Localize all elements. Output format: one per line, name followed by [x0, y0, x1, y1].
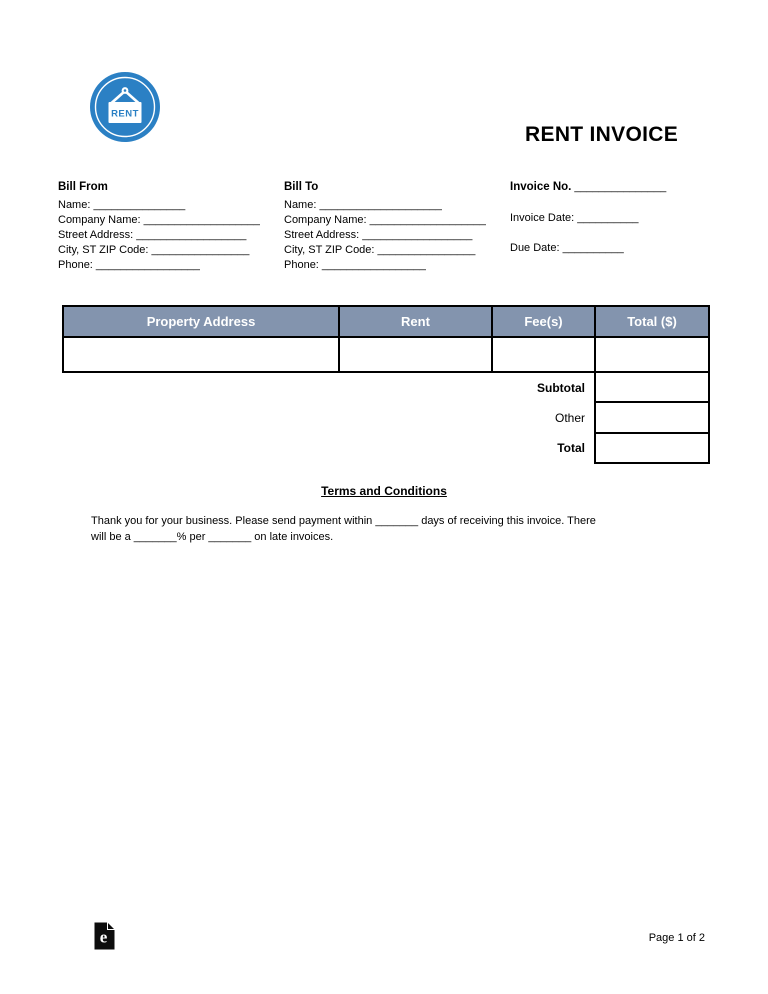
- col-header-fees: Fee(s): [492, 306, 595, 337]
- total-row: [63, 433, 709, 463]
- terms-line-2: will be a _______% per _______ on late invoices.: [91, 530, 334, 543]
- bill-from-heading: Bill From: [58, 181, 108, 193]
- bill-to-city-field[interactable]: City, ST ZIP Code: ________________: [284, 244, 476, 256]
- invoice-date-label: Invoice Date:: [510, 212, 575, 224]
- invoice-number-field[interactable]: [510, 180, 666, 195]
- svg-text:RENT: RENT: [111, 108, 139, 120]
- terms-paragraph: [91, 514, 596, 545]
- other-value-box[interactable]: [595, 402, 709, 433]
- terms-heading: Terms and Conditions: [321, 484, 447, 498]
- charges-table: [62, 305, 710, 464]
- due-date-label: Due Date:: [510, 242, 560, 254]
- rent-sign-logo: [88, 70, 162, 144]
- invoice-meta-section: [510, 180, 666, 271]
- col-header-total: Total ($): [595, 306, 709, 337]
- cell-total[interactable]: [595, 337, 709, 372]
- cell-property-address[interactable]: [63, 337, 339, 372]
- invoice-date-field[interactable]: [510, 211, 666, 226]
- due-date-blank[interactable]: __________: [559, 242, 624, 254]
- cell-rent[interactable]: [339, 337, 492, 372]
- invoice-number-label: Invoice No.: [510, 181, 572, 193]
- eforms-logo: [94, 922, 115, 950]
- invoice-date-blank[interactable]: __________: [574, 212, 639, 224]
- bill-to-name-field[interactable]: Name: ____________________: [284, 199, 442, 211]
- other-row: [63, 402, 709, 433]
- cell-fees[interactable]: [492, 337, 595, 372]
- eforms-document-icon: [94, 922, 115, 950]
- table-header-row: [63, 306, 709, 337]
- bill-from-city-field[interactable]: City, ST ZIP Code: ________________: [58, 244, 250, 256]
- bill-from-name-field[interactable]: Name: _______________: [58, 199, 186, 211]
- bill-to-phone-field[interactable]: Phone: _________________: [284, 259, 426, 271]
- charges-table-wrap: [62, 305, 710, 464]
- svg-text:e: e: [99, 927, 108, 947]
- total-label: Total: [63, 433, 595, 463]
- invoice-number-blank[interactable]: _______________: [571, 181, 667, 193]
- bill-from-section: [58, 180, 260, 273]
- total-value-box[interactable]: [595, 433, 709, 463]
- bill-to-street-field[interactable]: Street Address: __________________: [284, 229, 473, 241]
- col-header-rent: Rent: [339, 306, 492, 337]
- bill-to-section: [284, 180, 486, 273]
- subtotal-label: Subtotal: [63, 372, 595, 402]
- terms-line-1: Thank you for your business. Please send payment within _______ days of receiving this invoice. There: [91, 515, 596, 527]
- bill-to-company-field[interactable]: Company Name: ___________________: [284, 214, 486, 226]
- table-row: [63, 337, 709, 372]
- col-header-property-address: Property Address: [63, 306, 339, 337]
- rent-sign-icon: [88, 70, 162, 144]
- other-label: Other: [63, 402, 595, 433]
- page-number-label: Page 1 of 2: [648, 932, 705, 944]
- subtotal-value-box[interactable]: [595, 372, 709, 402]
- bill-from-street-field[interactable]: Street Address: __________________: [58, 229, 247, 241]
- subtotal-row: [63, 372, 709, 402]
- due-date-field[interactable]: [510, 241, 666, 256]
- page-title: RENT INVOICE: [525, 123, 678, 146]
- bill-to-heading: Bill To: [284, 181, 319, 193]
- bill-from-phone-field[interactable]: Phone: _________________: [58, 259, 200, 271]
- bill-from-company-field[interactable]: Company Name: ___________________: [58, 214, 260, 226]
